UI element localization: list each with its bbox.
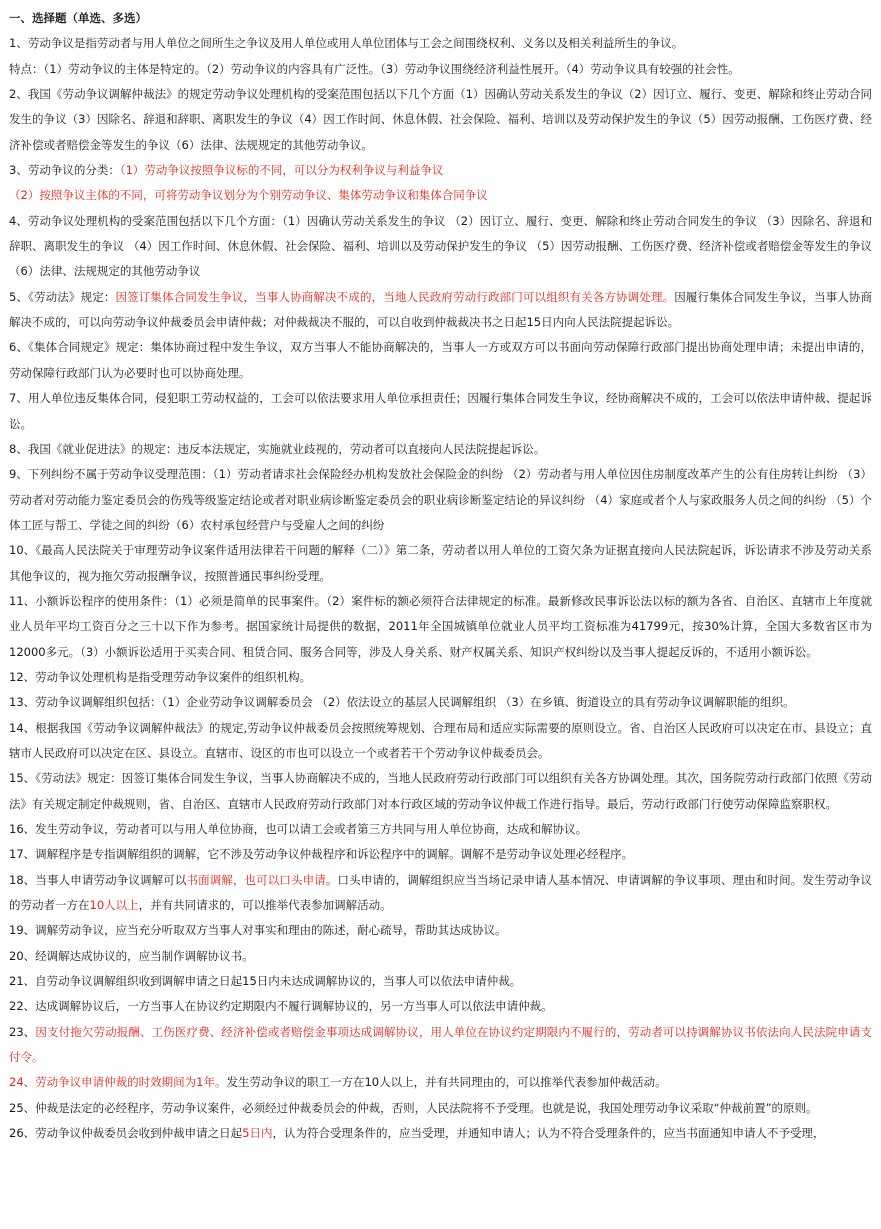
paragraph: [9, 994, 872, 1019]
paragraph-text: 4、劳动争议处理机构的受案范围包括以下几个方面：（1）因确认劳动关系发生的争议 （2）因订立、履行、变更、解除和终止劳动合同发生的争议 （3）因除名、辞退和辞职、离职发生的争议 （4）因工作时间、休息休假、社会保险、福利、培训以及劳动保护发生的争议 （5）因劳动报酬、工伤医疗费、经济补偿或者赔偿金等发生的争议（6）法律、法规规定的其他劳动争议: [9, 213, 872, 279]
paragraph: [9, 82, 872, 158]
paragraph: [9, 1121, 872, 1146]
paragraph-text: 19、调解劳动争议，应当充分听取双方当事人对事实和理由的陈述，耐心疏导，帮助其达成协议。: [9, 923, 507, 938]
paragraph-text: 9、下列纠纷不属于劳动争议受理范围：（1）劳动者请求社会保险经办机构发放社会保险金的纠纷 （2）劳动者与用人单位因住房制度改革产生的公有住房转让纠纷 （3）劳动者对劳动能力鉴定委员会的伤残等级鉴定结论或者对职业病诊断鉴定委员会的职业病诊断鉴定结论的异议纠纷 （4）家庭或者个人与家政服务人员之间的纠纷 （5）个体工匠与帮工、学徒之间的纠纷（6）农村承包经营户与受雇人之间的纠纷: [9, 467, 872, 532]
paragraph: [9, 335, 872, 386]
paragraph: [9, 969, 872, 994]
paragraph: [9, 209, 872, 285]
paragraph-text: ，并有共同请求的，可以推举代表参加调解活动。: [138, 898, 392, 913]
paragraph-text: 11、小额诉讼程序的使用条件：（1）必须是简单的民事案件。（2）案件标的额必须符合法律规定的标准。最新修改民事诉讼法以标的额为各省、自治区、直辖市上年度就业人员年平均工资百分之三十以下作为参考。据国家统计局提供的数据，2011年全国城镇单位就业人员平均工资标准为41799元，按30%计算，全国大多数省区市为12000多元。（3）小额诉讼适用于买卖合同、租赁合同、服务合同等，涉及人身关系、财产权属关系、知识产权纠纷以及当事人提起反诉的，不适用小额诉讼。: [9, 593, 872, 659]
paragraph-text: 8、我国《就业促进法》的规定：违反本法规定，实施就业歧视的，劳动者可以直接向人民法院提起诉讼。: [9, 441, 546, 456]
document-body: [9, 31, 872, 1146]
paragraph-text: 20、经调解达成协议的，应当制作调解协议书。: [9, 948, 254, 963]
paragraph: [9, 944, 872, 969]
section-heading: 一、选择题（单选、多选）: [9, 11, 147, 25]
paragraph-text: 特点：（1）劳动争议的主体是特定的。（2）劳动争议的内容具有广泛性。（3）劳动争议围绕经济利益性展开。（4）劳动争议具有较强的社会性。: [9, 61, 740, 76]
paragraph-text: 3、劳动争议的分类：: [9, 163, 120, 178]
paragraph-text: 1、劳动争议是指劳动者与用人单位之间所生之争议及用人单位或用人单位团体与工会之间围绕权利、义务以及相关利益所生的争议。: [9, 36, 684, 51]
paragraph-text: 6、《集体合同规定》规定：集体协商过程中发生争议，双方当事人不能协商解决的，当事人一方或双方可以书面向劳动保障行政部门提出协商处理申请；未提出申请的，劳动保障行政部门认为必要时也可以协商处理。: [9, 340, 872, 380]
paragraph: [9, 285, 872, 336]
paragraph-text: 10、《最高人民法院关于审理劳动争议案件适用法律若干问题的解释（二）》第二条，劳动者以用人单位的工资欠条为证据直接向人民法院起诉，诉讼请求不涉及劳动关系其他争议的，视为拖欠劳动报酬争议，按照普通民事纠纷受理。: [9, 543, 872, 583]
highlighted-text: 因签订集体合同发生争议，当事人协商解决不成的，当地人民政府劳动行政部门可以组织有关各方协调处理。: [115, 289, 675, 304]
highlighted-text: 书面调解，也可以口头申请: [186, 872, 326, 887]
paragraph: [9, 817, 872, 842]
paragraph-text: 5、《劳动法》规定：: [9, 289, 116, 304]
paragraph: [9, 665, 872, 690]
paragraph-text: 25、仲裁是法定的必经程序，劳动争议案件，必须经过仲裁委员会的仲裁，否则，人民法院将不予受理。也就是说，我国处理劳动争议采取“仲裁前置”的原则。: [9, 1100, 818, 1115]
paragraph-text: 17、调解程序是专指调解组织的调解，它不涉及劳动争议仲裁程序和诉讼程序中的调解。调解不是劳动争议处理必经程序。: [9, 847, 634, 862]
paragraph: [9, 462, 872, 538]
paragraph-text: 22、达成调解协议后，一方当事人在协议约定期限内不履行调解协议的，另一方当事人可以依法申请仲裁。: [9, 999, 553, 1014]
paragraph: [9, 158, 872, 183]
paragraph-text: 26、劳动争议仲裁委员会收到仲裁申请之日起: [9, 1126, 243, 1141]
paragraph-text: 18、当事人申请劳动争议调解可以: [9, 872, 187, 887]
paragraph: [9, 716, 872, 767]
paragraph: [9, 918, 872, 943]
paragraph-text: 13、劳动争议调解组织包括：（1）企业劳动争议调解委员会 （2）依法设立的基层人民调解组织 （3）在乡镇、街道设立的具有劳动争议调解职能的组织。: [9, 695, 795, 710]
paragraph: [9, 690, 872, 715]
highlighted-text: 因支付拖欠劳动报酬、工伤医疗费、经济补偿或者赔偿金事项达成调解协议，用人单位在协议约定期限内不履行的，劳动者可以持调解协议书依法向人民法院申请支付令。: [9, 1024, 872, 1065]
paragraph: [9, 868, 872, 919]
paragraph-text: 15、《劳动法》规定：因签订集体合同发生争议，当事人协商解决不成的，当地人民政府劳动行政部门可以组织有关各方协调处理。其次，国务院劳动行政部门依照《劳动法》有关规定制定仲裁规则，省、自治区、直辖市人民政府劳动行政部门对本行政区域的劳动争议仲裁工作进行指导。最后，劳动行政部门行使劳动保障监察职权。: [9, 771, 872, 811]
paragraph-text: ，认为符合受理条件的，应当受理，并通知申请人；认为不符合受理条件的，应当书面通知申请人不予受理，: [272, 1126, 825, 1141]
paragraph-text: 14、根据我国《劳动争议调解仲裁法》的规定,劳动争议仲裁委员会按照统筹规划、合理布局和适应实际需要的原则设立。省、自治区人民政府可以决定在市、县设立；直辖市人民政府可以决定在区、县设立。直辖市、设区的市也可以设立一个或者若干个劳动争议仲裁委员会。: [9, 720, 872, 760]
paragraph-text: 2、我国《劳动争议调解仲裁法》的规定劳动争议处理机构的受案范围包括以下几个方面（1）因确认劳动关系发生的争议（2）因订立、履行、变更、解除和终止劳动合同发生的争议（3）因除名、辞退和辞职、离职发生的争议（4）因工作时间、休息休假、社会保险、福利、培训以及劳动保护发生的争议（5）因劳动报酬、工伤医疗费、经济补偿或者赔偿金等发生的争议（6）法律、法规规定的其他劳动争议。: [9, 87, 872, 152]
highlighted-text: （2）按照争议主体的不同，可将劳动争议划分为个别劳动争议、集体劳动争议和集体合同争议: [9, 188, 488, 203]
paragraph-text: 发生劳动争议的职工一方在10人以上，并有共同理由的，可以推举代表参加仲裁活动。: [226, 1075, 667, 1090]
highlighted-text: 24、劳动争议申请仲裁的时效期间为1年。: [9, 1075, 227, 1090]
paragraph: [9, 842, 872, 867]
paragraph: [9, 589, 872, 665]
paragraph: [9, 437, 872, 462]
paragraph: [9, 538, 872, 589]
paragraph: [9, 183, 872, 208]
paragraph-text: 。口头申请的，调解组织应当当场记录申请人基本情况、申请调解的争议事项、理由和时间。发生劳动争议的劳动者一方在: [9, 872, 872, 913]
highlighted-text: （1）劳动争议按照争议标的不同，可以分为权利争议与利益争议: [119, 163, 444, 178]
highlighted-text: 5日内: [242, 1126, 273, 1141]
paragraph-text: 因履行集体合同发生争议，当事人协商解决不成的，可以向劳动争议仲裁委员会申请仲裁；对仲裁裁决不服的，可以自收到仲裁裁决书之日起15日内向人民法院提起诉讼。: [9, 289, 873, 330]
paragraph-text: 7、用人单位违反集体合同，侵犯职工劳动权益的，工会可以依法要求用人单位承担责任；因履行集体合同发生争议，经协商解决不成的，工会可以依法申请仲裁、提起诉讼。: [9, 391, 872, 431]
paragraph-text: 12、劳动争议处理机构是指受理劳动争议案件的组织机构。: [9, 669, 312, 684]
paragraph: [9, 1020, 872, 1071]
paragraph-text: 21、自劳动争议调解组织收到调解申请之日起15日内未达成调解协议的，当事人可以依法申请仲裁。: [9, 974, 522, 989]
paragraph: [9, 766, 872, 817]
paragraph-text: 16、发生劳动争议，劳动者可以与用人单位协商，也可以请工会或者第三方共同与用人单位协商，达成和解协议。: [9, 822, 588, 836]
paragraph: [9, 386, 872, 437]
paragraph: [9, 31, 872, 56]
paragraph: [9, 1070, 872, 1095]
paragraph: [9, 57, 872, 82]
paragraph: [9, 1096, 872, 1121]
highlighted-text: 10人以上: [89, 898, 139, 913]
paragraph-text: 23、: [9, 1024, 36, 1039]
